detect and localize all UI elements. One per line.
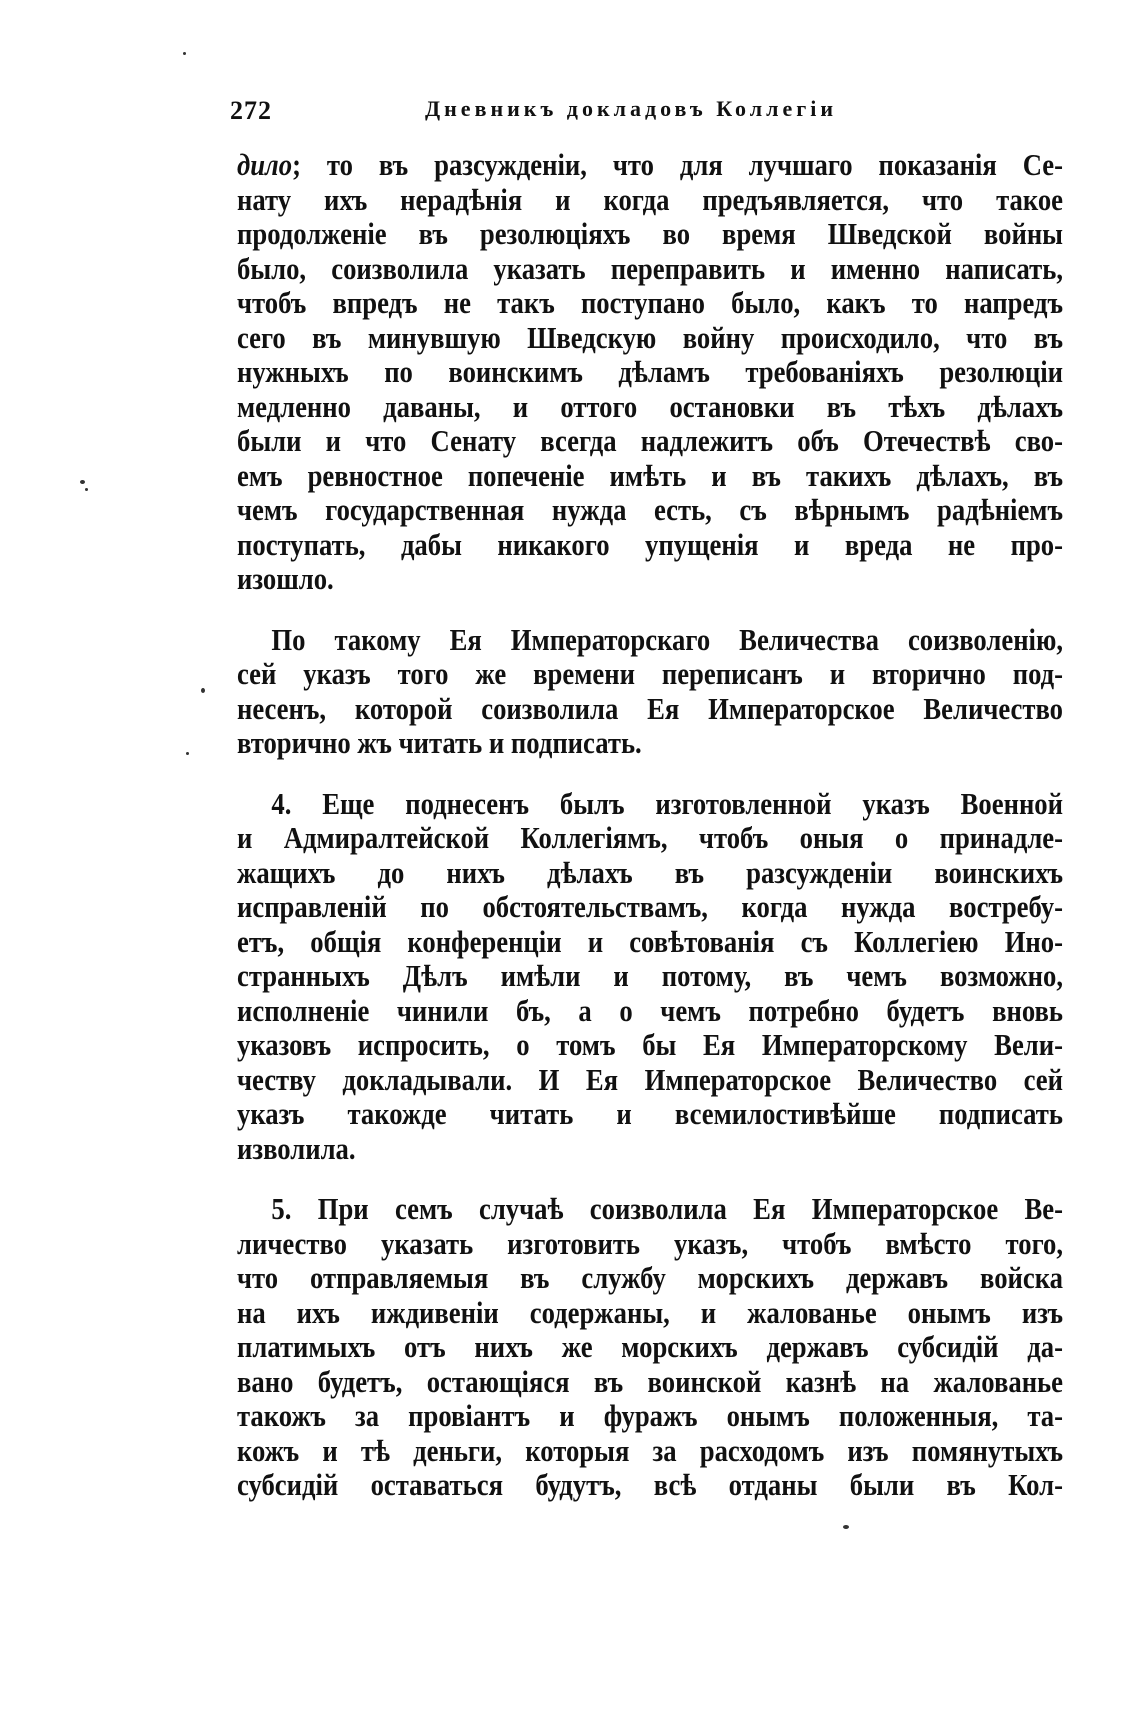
running-title: Дневникъ докладовъ Коллегіи: [425, 96, 837, 121]
text-line: етъ, общія конференціи и совѣтованія съ Коллегіею Ино-: [237, 923, 1064, 959]
scan-speck: [80, 480, 85, 484]
text-line: [237, 148, 1063, 183]
text-line: субсидій оставаться будутъ, всѣ отданы были въ Кол-: [237, 1467, 1064, 1502]
text-line: платимыхъ отъ нихъ же морскихъ державъ субсидій да-: [237, 1329, 1064, 1364]
italic-word: дило: [237, 147, 293, 182]
scan-speck: [843, 1525, 849, 1529]
text-line: что отправляемыя въ службу морскихъ державъ войска: [237, 1260, 1064, 1295]
text-line: изошло.: [237, 561, 334, 596]
text-line: было, соизволила указать переправить и именно написать,: [237, 250, 1064, 286]
scan-speck: [186, 752, 189, 755]
paragraph-item-4: [237, 787, 1065, 1167]
text-line: указъ такожде читать и всемилостивѣйше подписать: [237, 1096, 1064, 1131]
text-line: По такому Ея Императорскаго Величества соизволенію,: [271, 621, 1064, 657]
text-line: изволила.: [237, 1130, 356, 1166]
text-line: сей указъ того же времени переписанъ и вторично под-: [237, 656, 1064, 691]
text-line: были и что Сенату всегда надлежитъ объ Отечествѣ сво-: [237, 423, 1064, 458]
text-line: исполненіе чинили бъ, а о чемъ потребно будетъ вновь: [237, 992, 1064, 1028]
scan-speck: [201, 688, 205, 693]
text-line: вторично жъ читать и подписать.: [237, 725, 642, 760]
text-line: такожъ за провіантъ и фуражъ онымъ положенныя, та-: [237, 1398, 1064, 1433]
text-line: на ихъ иждивеніи содержаны, и жалованье онымъ изъ: [237, 1294, 1064, 1330]
text-line: и Адмиралтейской Коллегіямъ, чтобъ оныя о принадле-: [237, 820, 1064, 855]
text-line: нату ихъ нерадѣнія и когда предъявляется, что такое: [237, 181, 1064, 217]
text-line: чтобъ впредъ не такъ поступано было, какъ то напредъ: [237, 285, 1064, 320]
paragraph-continuation: [237, 148, 1065, 597]
text-line: несенъ, которой соизволила Ея Императорское Величество: [237, 690, 1064, 726]
text-line: странныхъ Дѣлъ имѣли и потому, въ чемъ возможно,: [237, 958, 1064, 993]
paragraph-item-5: [237, 1192, 1065, 1503]
text-line: поступать, дабы никакого упущенія и вреда не про-: [237, 526, 1064, 562]
text-line: чемъ государственная нужда есть, съ вѣрнымъ радѣніемъ: [237, 492, 1064, 527]
text-line: исправленій по обстоятельствамъ, когда нужда востребу-: [237, 889, 1064, 924]
text-line: честву докладывали. И Ея Императорское Величество сей: [237, 1061, 1064, 1097]
text-line: кожъ и тѣ деньги, которыя за расходомъ изъ помянутыхъ: [237, 1432, 1064, 1468]
text-line: сего въ минувшую Шведскую войну происходило, что въ: [237, 319, 1064, 355]
scan-speck: [85, 488, 88, 491]
page-number: 272: [230, 96, 272, 125]
paragraph-resolution: [237, 623, 1065, 761]
text-line: вано будетъ, остающіяся въ воинской казнѣ на жалованье: [237, 1363, 1064, 1399]
text-line-rest: ; то въ разсужденіи, что для лучшаго показанія Се-: [292, 147, 1064, 182]
body-text: [237, 148, 1065, 1529]
text-line: указовъ испросить, о томъ бы Ея Императорскому Вели-: [237, 1027, 1064, 1062]
text-line: медленно даваны, и оттого остановки въ тѣхъ дѣлахъ: [237, 388, 1064, 424]
page-header: [230, 96, 900, 126]
text-line: емъ ревностное попеченіе имѣть и въ такихъ дѣлахъ, въ: [237, 457, 1064, 493]
text-line: продолженіе въ резолюціяхъ во время Шведской войны: [237, 216, 1064, 251]
text-line: 4. Еще поднесенъ былъ изготовленной указъ Военной: [271, 785, 1064, 821]
text-line: жащихъ до нихъ дѣлахъ въ разсужденіи воинскихъ: [237, 854, 1064, 890]
text-line: нужныхъ по воинскимъ дѣламъ требованіяхъ резолюціи: [237, 354, 1064, 389]
text-line: личество указать изготовить указъ, чтобъ вмѣсто того,: [237, 1225, 1064, 1261]
text-line: 5. При семъ случаѣ соизволила Ея Императорское Ве-: [271, 1191, 1064, 1226]
scan-speck: [183, 52, 186, 55]
